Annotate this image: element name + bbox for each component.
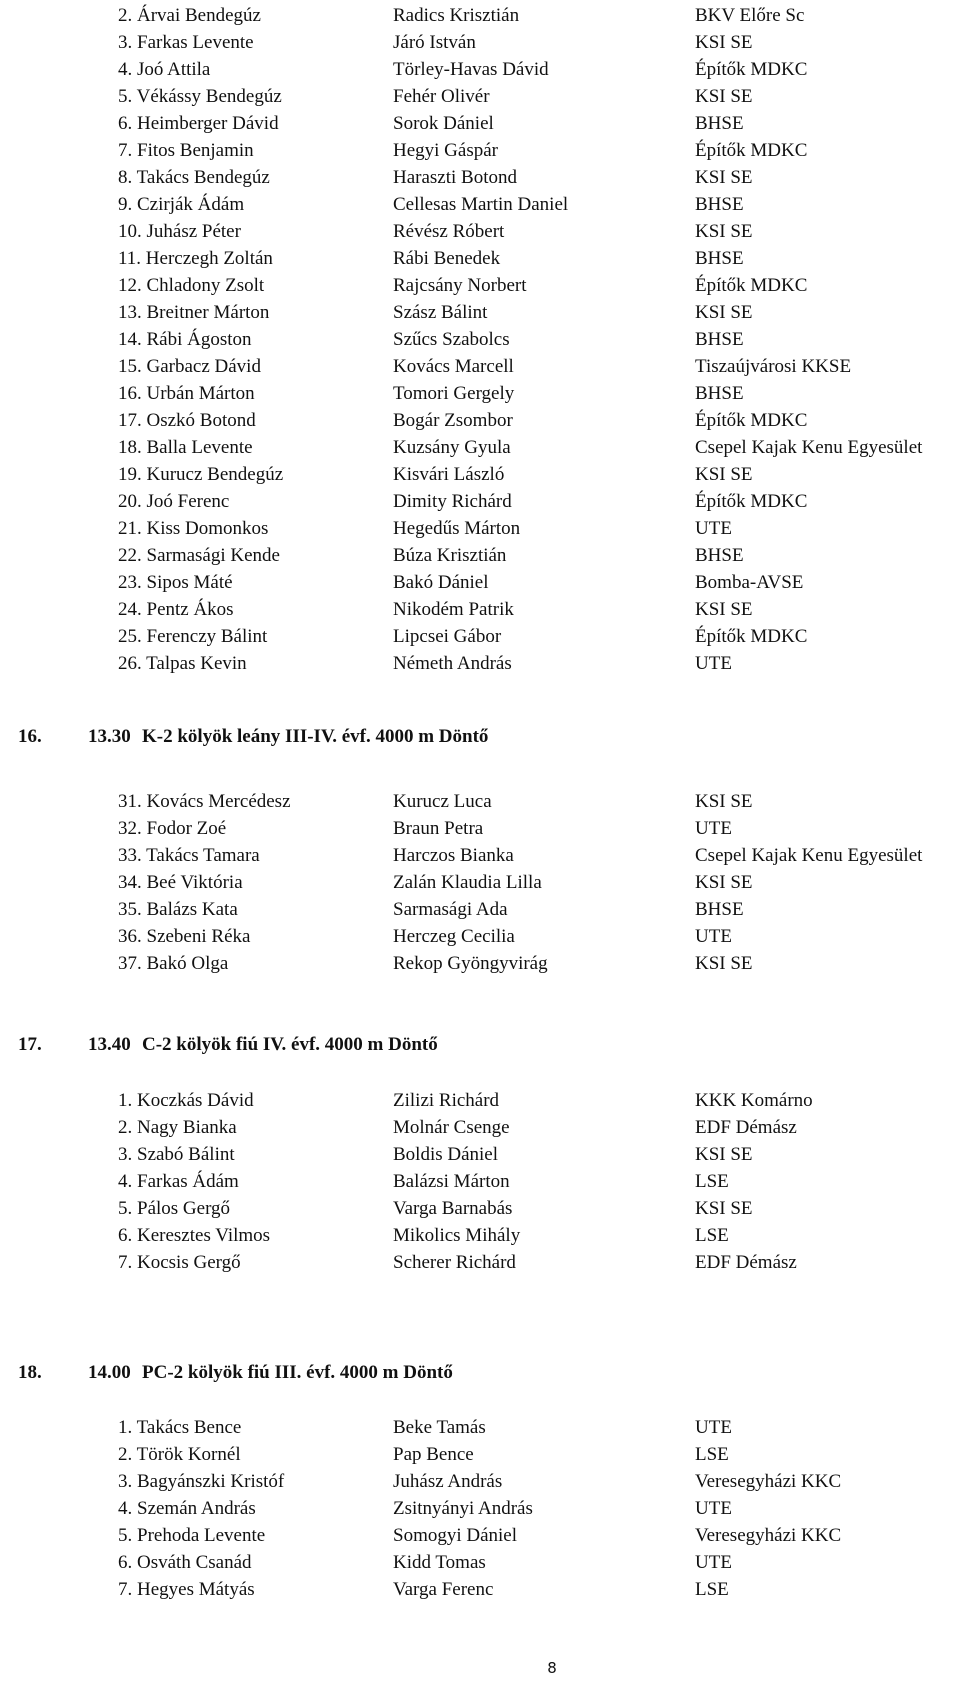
paddler-1-name: 13. Breitner Márton [118,302,270,323]
paddler-2-name: Kidd Tomas [393,1552,486,1573]
paddler-1-name: 4. Szemán András [118,1498,256,1519]
paddler-2-name: Dimity Richárd [393,491,512,512]
club-name: Veresegyházi KKC [695,1471,842,1492]
paddler-2-name: Zsitnyányi András [393,1498,533,1519]
paddler-2-name: Révész Róbert [393,221,505,242]
list-item [0,950,960,977]
club-name: EDF Démász [695,1117,797,1138]
club-name: Tiszaújvárosi KKSE [695,356,852,377]
list-item [0,1441,960,1468]
list-item [0,110,960,137]
race-heading-16 [0,723,960,750]
paddler-1-name: 26. Talpas Kevin [118,653,247,674]
entry-list-continued [0,2,960,677]
club-name: BHSE [695,545,744,566]
list-item [0,1087,960,1114]
paddler-1-name: 35. Balázs Kata [118,899,238,920]
club-name: UTE [695,1552,732,1573]
paddler-1-name: 6. Osváth Csanád [118,1552,252,1573]
club-name: Építők MDKC [695,410,808,431]
paddler-2-name: Kurucz Luca [393,791,492,812]
list-item [0,842,960,869]
list-item [0,623,960,650]
paddler-2-name: Lipcsei Gábor [393,626,502,647]
race-number: 18. [18,1362,42,1383]
club-name: LSE [695,1579,729,1600]
club-name: KSI SE [695,167,753,188]
club-name: UTE [695,1498,732,1519]
race-heading-17 [0,1031,960,1058]
list-item [0,83,960,110]
club-name: KKK Komárno [695,1090,813,1111]
club-name: KSI SE [695,221,753,242]
paddler-1-name: 3. Szabó Bálint [118,1144,235,1165]
paddler-1-name: 5. Prehoda Levente [118,1525,266,1546]
paddler-1-name: 6. Keresztes Vilmos [118,1225,271,1246]
paddler-2-name: Varga Ferenc [393,1579,494,1600]
paddler-2-name: Fehér Olivér [393,86,490,107]
entry-list-race-17 [0,1087,960,1276]
paddler-2-name: Beke Tamás [393,1417,486,1438]
list-item [0,1468,960,1495]
paddler-2-name: Rábi Benedek [393,248,501,269]
list-item [0,272,960,299]
paddler-2-name: Pap Bence [393,1444,474,1465]
list-item [0,245,960,272]
paddler-1-name: 15. Garbacz Dávid [118,356,261,377]
list-item [0,326,960,353]
paddler-1-name: 9. Czirják Ádám [118,194,245,215]
list-item [0,1576,960,1603]
entry-list-race-18 [0,1414,960,1603]
club-name: KSI SE [695,1144,753,1165]
list-item [0,1168,960,1195]
paddler-1-name: 7. Hegyes Mátyás [118,1579,255,1600]
paddler-1-name: 17. Oszkó Botond [118,410,256,431]
club-name: BHSE [695,383,744,404]
paddler-2-name: Zalán Klaudia Lilla [393,872,542,893]
paddler-1-name: 1. Koczkás Dávid [118,1090,254,1111]
paddler-1-name: 37. Bakó Olga [118,953,229,974]
club-name: KSI SE [695,1198,753,1219]
paddler-1-name: 25. Ferenczy Bálint [118,626,268,647]
paddler-2-name: Tomori Gergely [393,383,515,404]
list-item [0,542,960,569]
list-item [0,515,960,542]
list-item [0,137,960,164]
paddler-1-name: 4. Farkas Ádám [118,1171,239,1192]
list-item [0,896,960,923]
club-name: EDF Démász [695,1252,797,1273]
list-item [0,1249,960,1276]
paddler-2-name: Kovács Marcell [393,356,514,377]
race-number: 16. [18,726,42,747]
paddler-1-name: 22. Sarmasági Kende [118,545,280,566]
paddler-1-name: 5. Vékássy Bendegúz [118,86,282,107]
paddler-2-name: Bakó Dániel [393,572,489,593]
club-name: KSI SE [695,32,753,53]
paddler-2-name: Somogyi Dániel [393,1525,518,1546]
club-name: KSI SE [695,953,753,974]
paddler-2-name: Juhász András [393,1471,503,1492]
club-name: UTE [695,926,732,947]
list-item [0,869,960,896]
list-item [0,434,960,461]
club-name: LSE [695,1171,729,1192]
club-name: KSI SE [695,86,753,107]
club-name: BHSE [695,194,744,215]
club-name: UTE [695,518,732,539]
list-item [0,650,960,677]
paddler-1-name: 20. Joó Ferenc [118,491,230,512]
club-name: UTE [695,653,732,674]
club-name: BHSE [695,329,744,350]
paddler-1-name: 18. Balla Levente [118,437,253,458]
race-title: PC-2 kölyök fiú III. évf. 4000 m Döntő [142,1362,453,1383]
paddler-2-name: Sorok Dániel [393,113,494,134]
paddler-2-name: Radics Krisztián [393,5,520,26]
list-item [0,2,960,29]
list-item [0,1549,960,1576]
paddler-2-name: Kuzsány Gyula [393,437,511,458]
paddler-1-name: 19. Kurucz Bendegúz [118,464,284,485]
club-name: Építők MDKC [695,140,808,161]
paddler-2-name: Molnár Csenge [393,1117,510,1138]
paddler-1-name: 7. Fitos Benjamin [118,140,254,161]
club-name: BKV Előre Sc [695,5,805,26]
paddler-1-name: 31. Kovács Mercédesz [118,791,291,812]
club-name: KSI SE [695,791,753,812]
club-name: KSI SE [695,872,753,893]
club-name: UTE [695,1417,732,1438]
list-item [0,191,960,218]
club-name: Csepel Kajak Kenu Egyesület [695,437,923,458]
paddler-2-name: Herczeg Cecilia [393,926,515,947]
paddler-2-name: Rekop Gyöngyvirág [393,953,548,974]
paddler-2-name: Zilizi Richárd [393,1090,500,1111]
list-item [0,788,960,815]
club-name: UTE [695,818,732,839]
paddler-1-name: 34. Beé Viktória [118,872,243,893]
list-item [0,1522,960,1549]
paddler-2-name: Varga Barnabás [393,1198,513,1219]
list-item [0,299,960,326]
paddler-1-name: 3. Bagyánszki Kristóf [118,1471,285,1492]
paddler-2-name: Haraszti Botond [393,167,518,188]
club-name: Építők MDKC [695,626,808,647]
paddler-1-name: 4. Joó Attila [118,59,211,80]
race-heading-18 [0,1359,960,1386]
paddler-1-name: 33. Takács Tamara [118,845,260,866]
paddler-2-name: Búza Krisztián [393,545,507,566]
club-name: KSI SE [695,302,753,323]
race-time: 14.00 [88,1362,131,1383]
club-name: BHSE [695,248,744,269]
list-item [0,56,960,83]
list-item [0,923,960,950]
list-item [0,1222,960,1249]
race-title: C-2 kölyök fiú IV. évf. 4000 m Döntő [142,1034,438,1055]
club-name: KSI SE [695,599,753,620]
club-name: LSE [695,1225,729,1246]
paddler-2-name: Harczos Bianka [393,845,514,866]
list-item [0,488,960,515]
paddler-2-name: Bogár Zsombor [393,410,513,431]
paddler-2-name: Scherer Richárd [393,1252,516,1273]
list-item [0,29,960,56]
list-item [0,815,960,842]
club-name: LSE [695,1444,729,1465]
paddler-1-name: 12. Chladony Zsolt [118,275,265,296]
paddler-1-name: 1. Takács Bence [118,1417,242,1438]
list-item [0,1141,960,1168]
list-item [0,218,960,245]
list-item [0,596,960,623]
list-item [0,569,960,596]
paddler-1-name: 23. Sipos Máté [118,572,233,593]
paddler-1-name: 2. Nagy Bianka [118,1117,237,1138]
club-name: BHSE [695,899,744,920]
club-name: Építők MDKC [695,275,808,296]
paddler-1-name: 2. Török Kornél [118,1444,241,1465]
paddler-2-name: Szűcs Szabolcs [393,329,510,350]
paddler-1-name: 6. Heimberger Dávid [118,113,279,134]
list-item [0,1114,960,1141]
paddler-1-name: 14. Rábi Ágoston [118,329,252,350]
paddler-2-name: Hegyi Gáspár [393,140,498,161]
paddler-1-name: 11. Herczegh Zoltán [118,248,273,269]
list-item [0,1195,960,1222]
paddler-2-name: Szász Bálint [393,302,488,323]
list-item [0,1495,960,1522]
paddler-1-name: 21. Kiss Domonkos [118,518,269,539]
paddler-2-name: Németh András [393,653,512,674]
paddler-2-name: Mikolics Mihály [393,1225,521,1246]
paddler-2-name: Cellesas Martin Daniel [393,194,569,215]
paddler-2-name: Balázsi Márton [393,1171,510,1192]
race-time: 13.30 [88,726,131,747]
paddler-1-name: 24. Pentz Ákos [118,599,234,620]
paddler-1-name: 2. Árvai Bendegúz [118,5,261,26]
list-item [0,380,960,407]
club-name: Építők MDKC [695,491,808,512]
race-title: K-2 kölyök leány III-IV. évf. 4000 m Döntő [142,726,489,747]
list-item [0,353,960,380]
list-item [0,407,960,434]
paddler-2-name: Sarmasági Ada [393,899,508,920]
paddler-2-name: Járó István [393,32,476,53]
paddler-1-name: 36. Szebeni Réka [118,926,251,947]
paddler-1-name: 10. Juhász Péter [118,221,241,242]
paddler-2-name: Törley-Havas Dávid [393,59,549,80]
club-name: Csepel Kajak Kenu Egyesület [695,845,923,866]
paddler-2-name: Nikodém Patrik [393,599,514,620]
club-name: KSI SE [695,464,753,485]
club-name: Veresegyházi KKC [695,1525,842,1546]
paddler-2-name: Hegedűs Márton [393,518,521,539]
paddler-1-name: 7. Kocsis Gergő [118,1252,241,1273]
list-item [0,164,960,191]
paddler-1-name: 32. Fodor Zoé [118,818,227,839]
list-item [0,461,960,488]
paddler-1-name: 5. Pálos Gergő [118,1198,231,1219]
paddler-2-name: Rajcsány Norbert [393,275,527,296]
club-name: BHSE [695,113,744,134]
list-item [0,1414,960,1441]
paddler-2-name: Kisvári László [393,464,505,485]
race-number: 17. [18,1034,42,1055]
paddler-2-name: Braun Petra [393,818,484,839]
club-name: Bomba-AVSE [695,572,804,593]
paddler-1-name: 3. Farkas Levente [118,32,254,53]
paddler-2-name: Boldis Dániel [393,1144,499,1165]
race-time: 13.40 [88,1034,131,1055]
page-number: 8 [547,1659,557,1677]
paddler-1-name: 16. Urbán Márton [118,383,255,404]
club-name: Építők MDKC [695,59,808,80]
entry-list-race-16 [0,788,960,977]
paddler-1-name: 8. Takács Bendegúz [118,167,270,188]
